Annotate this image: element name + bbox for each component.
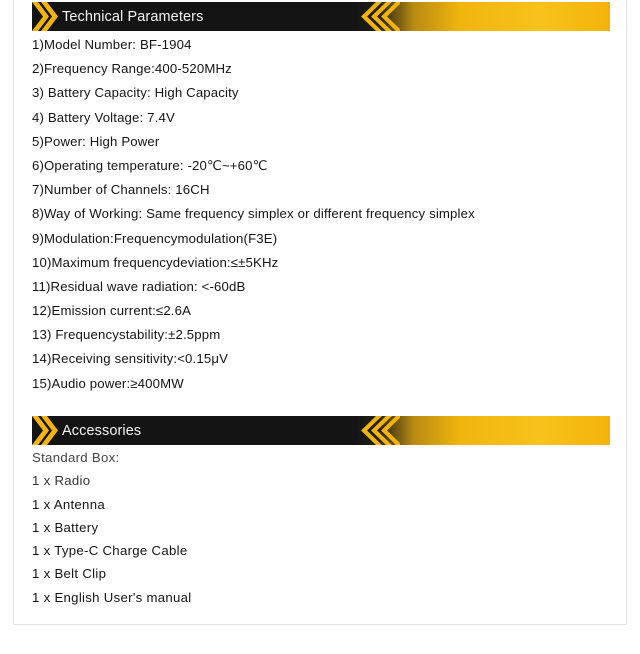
accessory-item: 1 x Radio [32, 473, 91, 489]
parameter-item: 8)Way of Working: Same frequency simplex or different frequency simplex [32, 206, 475, 222]
section-title: Technical Parameters [62, 9, 204, 25]
parameter-item: 14)Receiving sensitivity:<0.15μV [32, 351, 229, 367]
double-chevron-left-icon [354, 2, 400, 31]
parameter-item: 11)Residual wave radiation: <-60dB [32, 278, 246, 294]
parameter-item: 10)Maximum frequencydeviation:≤±5KHz [32, 254, 279, 270]
accessories-list [32, 446, 192, 609]
parameter-item: 5)Power: High Power [32, 133, 160, 149]
double-chevron-right-icon [32, 416, 62, 445]
parameter-item: 7)Number of Channels: 16CH [32, 182, 210, 198]
accessory-item: 1 x Type-C Charge Cable [32, 543, 188, 559]
technical-parameters-list [32, 33, 475, 396]
parameter-item: 9)Modulation:Frequencymodulation(F3E) [32, 230, 278, 246]
accessory-item: 1 x Battery [32, 519, 99, 535]
parameter-item: 3) Battery Capacity: High Capacity [32, 85, 239, 101]
accessories-banner [32, 416, 610, 445]
parameter-item: 13) Frequencystability:±2.5ppm [32, 327, 221, 343]
technical-parameters-banner [32, 2, 610, 31]
parameter-item: 4) Battery Voltage: 7.4V [32, 109, 175, 125]
double-chevron-right-icon [32, 2, 62, 31]
parameter-item: 15)Audio power:≥400MW [32, 375, 184, 391]
standard-box-heading: Standard Box: [32, 450, 120, 465]
parameter-item: 12)Emission current:≤2.6A [32, 303, 192, 319]
parameter-item: 6)Operating temperature: -20℃~+60℃ [32, 157, 268, 173]
double-chevron-left-icon [354, 416, 400, 445]
accessory-item: 1 x Belt Clip [32, 566, 107, 582]
parameter-item: 2)Frequency Range:400-520MHz [32, 61, 232, 77]
accessory-item: 1 x Antenna [32, 496, 105, 512]
section-title: Accessories [62, 423, 142, 439]
accessory-item: 1 x English User's manual [32, 589, 192, 605]
parameter-item: 1)Model Number: BF-1904 [32, 37, 192, 52]
